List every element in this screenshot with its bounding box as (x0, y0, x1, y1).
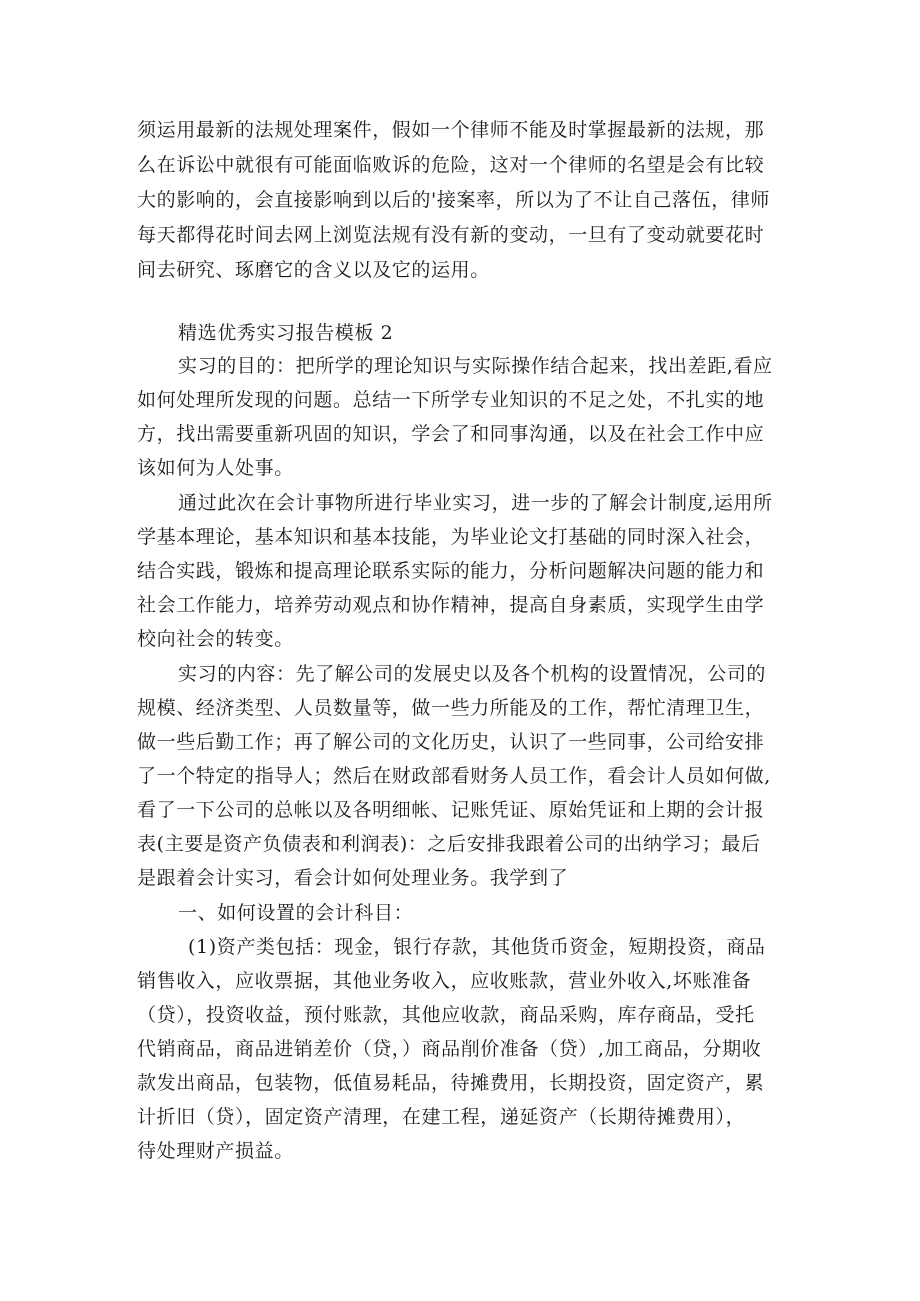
text-line: 学基本理论，基本知识和基本技能，为毕业论文打基础的同时深入社会， (137, 526, 765, 548)
list-heading: 一、如何设置的会计科目： (178, 902, 414, 924)
text-line: 通过此次在会计事物所进行毕业实习，进一步的了解会计制度,运用所 (178, 492, 773, 514)
text-line: 待处理财产损益。 (137, 1140, 294, 1162)
text-line: 实习的内容：先了解公司的发展史以及各个机构的设置情况，公司的 (178, 663, 767, 685)
text-line: 实习的目的：把所学的理论知识与实际操作结合起来，找出差距,看应 (178, 355, 773, 377)
text-line: 规模、经济类型、人员数量等，做一些力所能及的工作，帮忙清理卫生， (137, 697, 765, 719)
text-line: 看了一下公司的总帐以及各明细帐、记账凭证、原始凭证和上期的会计报 (137, 799, 765, 821)
text-line: (1)资产类包括：现金，银行存款，其他货币资金，短期投资，商品 (188, 936, 766, 958)
text-line: 该如何为人处事。 (137, 457, 294, 479)
text-line: （贷），投资收益，预付账款，其他应收款，商品采购，库存商品，受托 (137, 1004, 755, 1026)
text-line: 是跟着会计实习，看会计如何处理业务。我学到了 (137, 867, 569, 889)
text-line: 每天都得花时间去网上浏览法规有没有新的变动，一旦有了变动就要花时 (137, 224, 765, 246)
text-line: 间去研究、琢磨它的含义以及它的运用。 (137, 259, 490, 281)
text-line: 大的影响的，会直接影响到以后的'接案率，所以为了不让自己落伍，律师 (137, 189, 771, 211)
text-line: 么在诉讼中就很有可能面临败诉的危险，这对一个律师的名望是会有比较 (137, 154, 765, 176)
text-line: 校向社会的转变。 (137, 628, 294, 650)
text-line: 社会工作能力，培养劳动观点和协作精神，提高自身素质，实现学生由学 (137, 594, 765, 616)
text-line: 款发出商品，包装物，低值易耗品，待摊费用，长期投资，固定资产，累 (137, 1072, 765, 1094)
text-line: 销售收入，应收票据，其他业务收入，应收账款，营业外收入,坏账准备 (137, 970, 752, 992)
text-line: 了一个特定的指导人；然后在财政部看财务人员工作，看会计人员如何做, (137, 765, 771, 787)
text-line: 做一些后勤工作；再了解公司的文化历史，认识了一些同事，公司给安排 (137, 731, 765, 753)
text-line: 须运用最新的法规处理案件，假如一个律师不能及时掌握最新的法规，那 (137, 119, 765, 141)
text-line: 计折旧（贷），固定资产清理，在建工程，递延资产（长期待摊费用）， (137, 1106, 746, 1128)
text-line: 表(主要是资产负债表和利润表)：之后安排我跟着公司的出纳学习；最后 (137, 833, 761, 855)
text-line: 如何处理所发现的问题。总结一下所学专业知识的不足之处，不扎实的地 (137, 389, 765, 411)
text-line: 结合实践，锻炼和提高理论联系实际的能力，分析问题解决问题的能力和 (137, 560, 765, 582)
text-line: 代销商品，商品进销差价（贷，）商品削价准备（贷）,加工商品，分期收 (137, 1038, 762, 1060)
text-line: 方，找出需要重新巩固的知识，学会了和同事沟通，以及在社会工作中应 (137, 423, 765, 445)
section-title: 精选优秀实习报告模板 2 (178, 322, 394, 344)
